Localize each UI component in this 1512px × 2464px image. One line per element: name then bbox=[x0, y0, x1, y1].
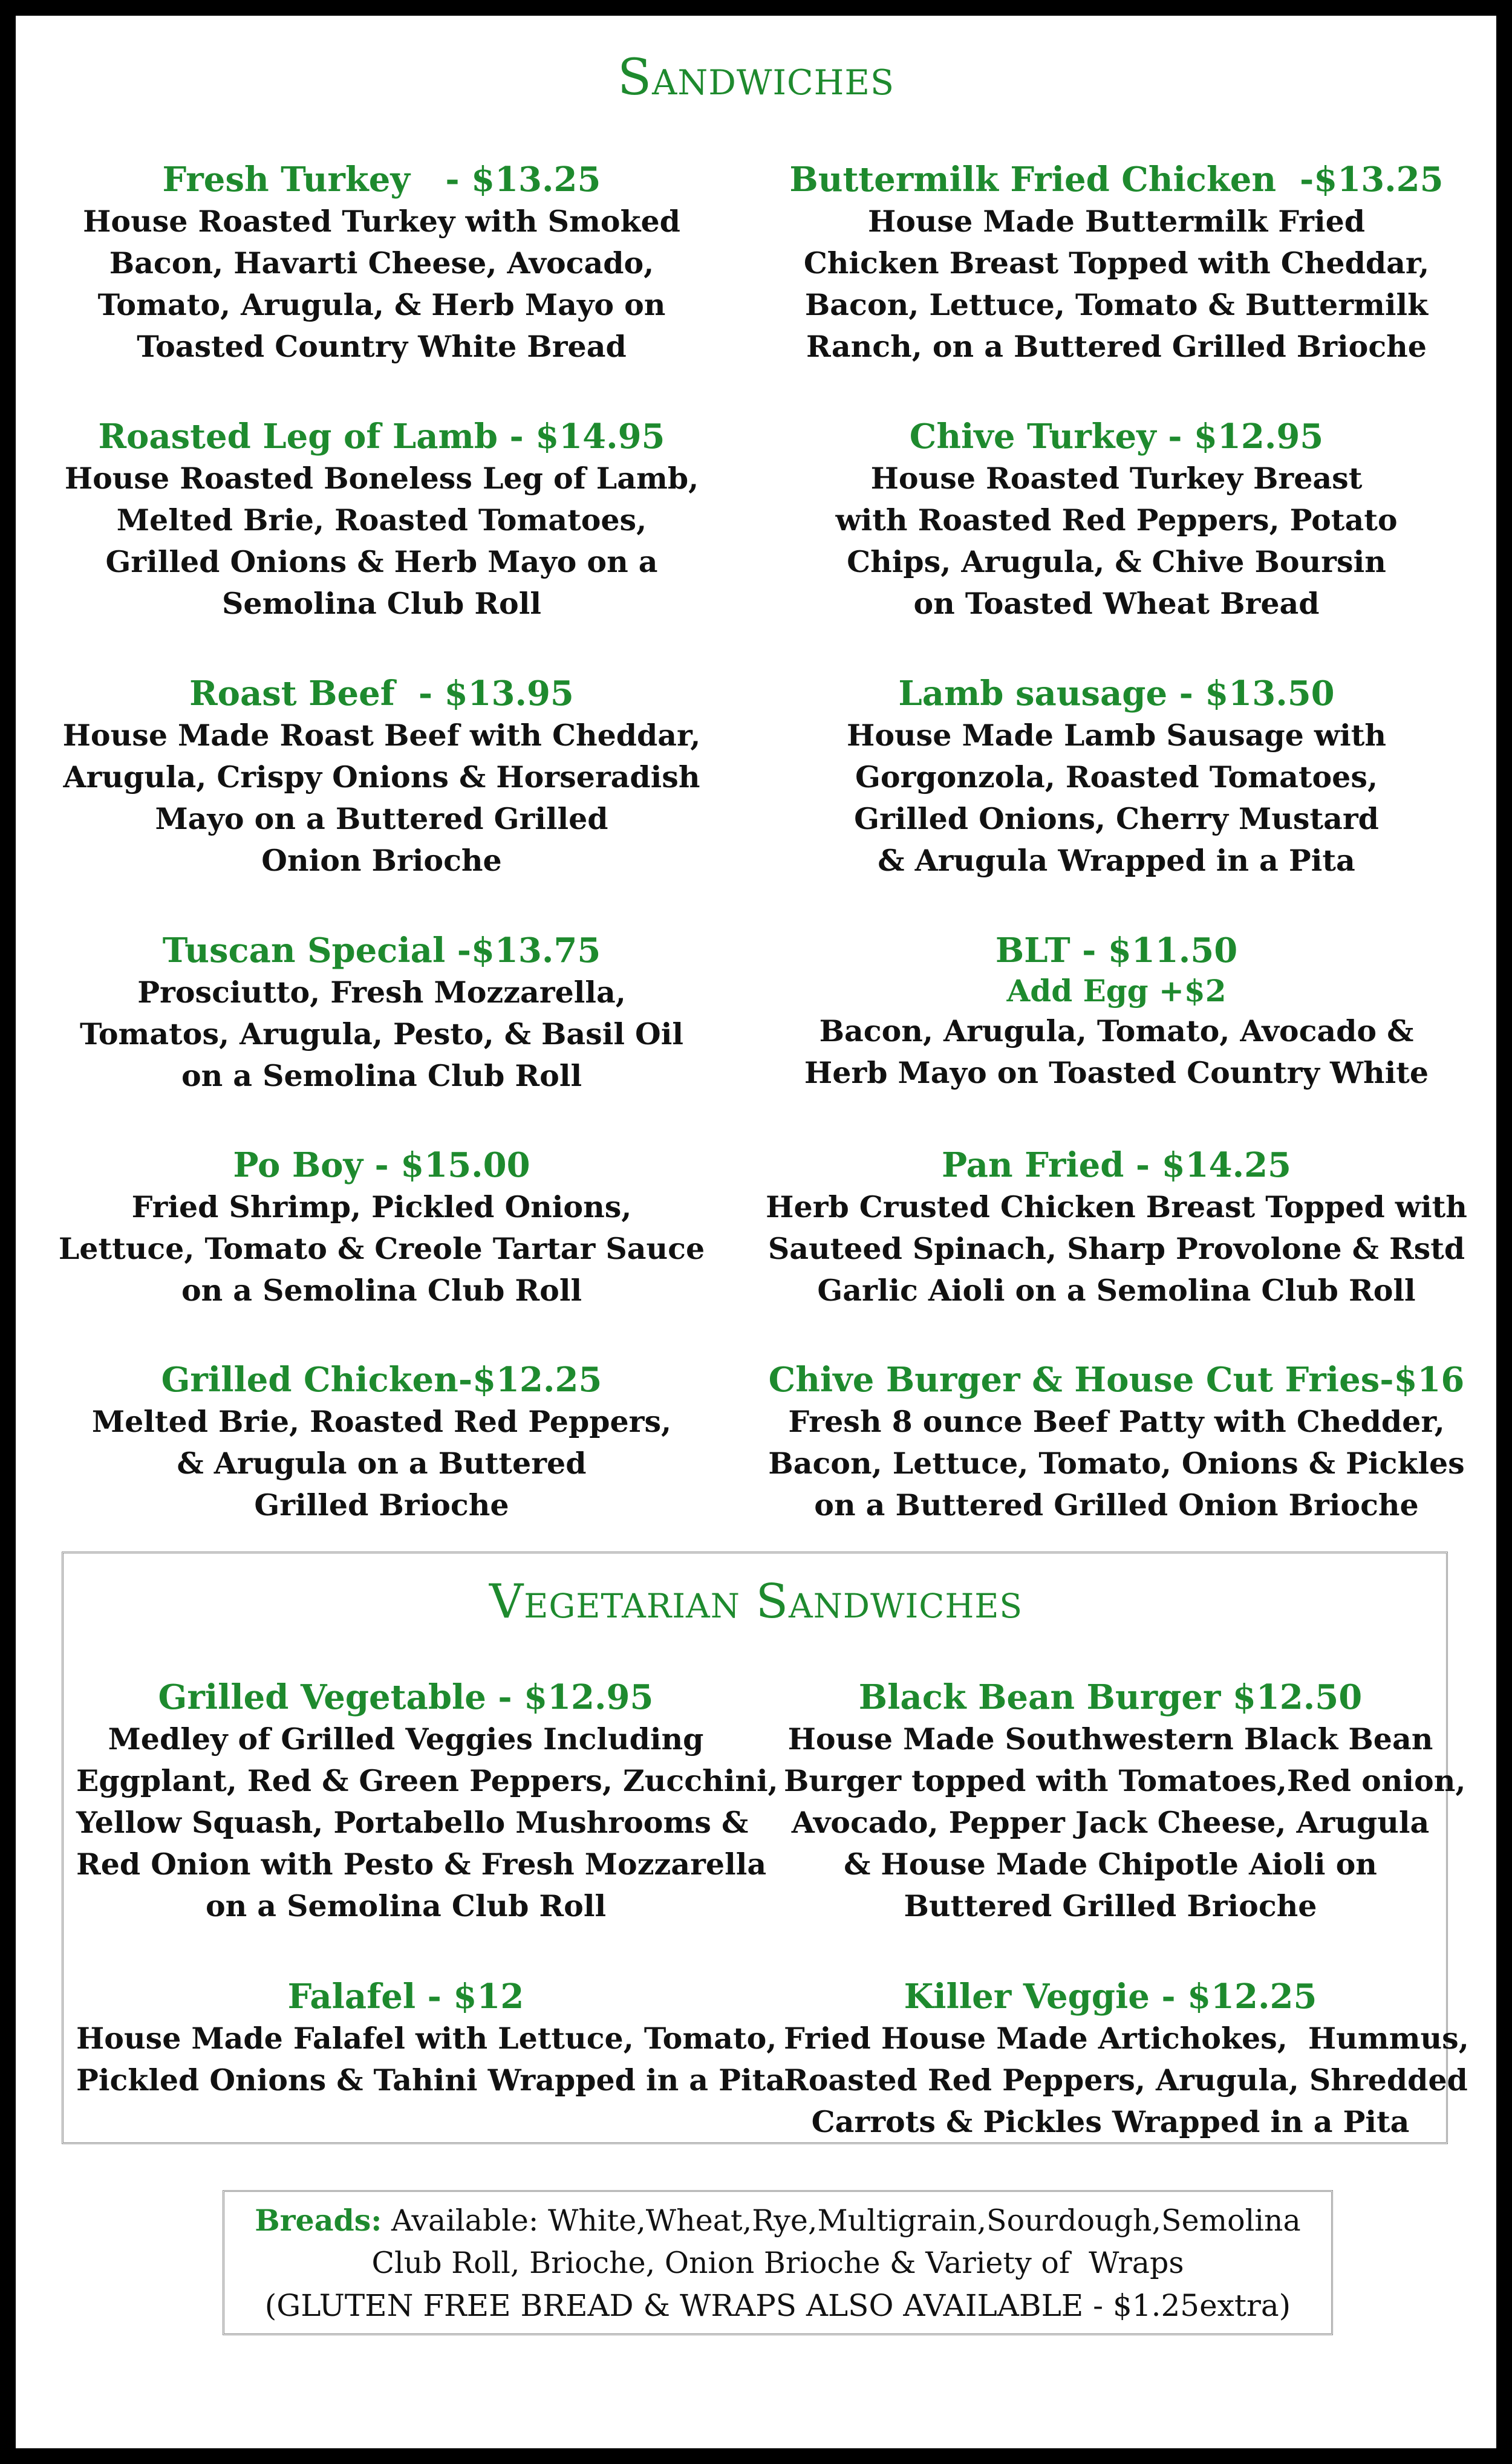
item-description: & Arugula Wrapped in a Pita bbox=[878, 843, 1355, 878]
item-description: Roasted Red Peppers, Arugula, Shredded bbox=[784, 2063, 1468, 2098]
item-description: Burger topped with Tomatoes,Red onion, bbox=[784, 1763, 1466, 1798]
menu-item bbox=[760, 1359, 1473, 1526]
item-description: Prosciutto, Fresh Mozzarella, bbox=[137, 975, 626, 1010]
item-description: House Roasted Boneless Leg of Lamb, bbox=[64, 461, 699, 496]
item-description: Fresh 8 ounce Beef Patty with Chedder, bbox=[788, 1404, 1445, 1439]
item-name: Tuscan Special -$13.75 bbox=[162, 931, 601, 970]
item-name: Grilled Vegetable - $12.95 bbox=[158, 1677, 654, 1717]
item-name: Killer Veggie - $12.25 bbox=[904, 1977, 1317, 2017]
menu-item bbox=[52, 1359, 711, 1526]
menu-item bbox=[784, 1975, 1469, 2143]
breads-label: Breads: bbox=[255, 2203, 382, 2238]
breads-line-2: Club Roll, Brioche, Onion Brioche & Variety of Wraps bbox=[371, 2246, 1184, 2280]
item-name: Buttermilk Fried Chicken -$13.25 bbox=[789, 160, 1444, 200]
item-description: Bacon, Havarti Cheese, Avocado, bbox=[109, 245, 654, 281]
item-description: Herb Crusted Chicken Breast Topped with bbox=[766, 1189, 1467, 1224]
vegetarian-title: Vegetarian Sandwiches bbox=[489, 1575, 1023, 1629]
item-name: Fresh Turkey - $13.25 bbox=[162, 160, 601, 200]
item-description: Chicken Breast Topped with Cheddar, bbox=[803, 245, 1430, 281]
item-description: Carrots & Pickles Wrapped in a Pita bbox=[811, 2104, 1410, 2139]
menu-item bbox=[52, 929, 711, 1097]
item-description: Sauteed Spinach, Sharp Provolone & Rstd bbox=[767, 1231, 1465, 1266]
item-description: House Roasted Turkey Breast bbox=[870, 461, 1363, 496]
item-description: Yellow Squash, Portabello Mushrooms & bbox=[76, 1805, 749, 1840]
item-description: Fried House Made Artichokes, Hummus, bbox=[784, 2021, 1469, 2056]
item-description: Tomatos, Arugula, Pesto, & Basil Oil bbox=[80, 1016, 683, 1052]
item-name: Lamb sausage - $13.50 bbox=[898, 674, 1335, 714]
menu-item bbox=[52, 158, 711, 368]
item-name: Grilled Chicken-$12.25 bbox=[161, 1360, 602, 1400]
item-description: Bacon, Arugula, Tomato, Avocado & bbox=[819, 1013, 1414, 1048]
item-description: House Made Roast Beef with Cheddar, bbox=[62, 718, 701, 753]
item-description: Lettuce, Tomato & Creole Tartar Sauce bbox=[58, 1231, 705, 1266]
item-name: Chive Burger & House Cut Fries-$16 bbox=[768, 1360, 1465, 1400]
item-name: Roast Beef - $13.95 bbox=[189, 674, 574, 714]
item-description: Gorgonzola, Roasted Tomatoes, bbox=[855, 759, 1378, 795]
gluten-free-note: (GLUTEN FREE BREAD & WRAPS ALSO AVAILABLE - $1.25extra) bbox=[264, 2288, 1291, 2323]
item-description: House Made Buttermilk Fried bbox=[867, 204, 1366, 239]
item-description: Fried Shrimp, Pickled Onions, bbox=[131, 1189, 632, 1224]
item-name: Falafel - $12 bbox=[287, 1977, 524, 2017]
menu-page bbox=[16, 16, 1496, 2448]
item-description: Ranch, on a Buttered Grilled Brioche bbox=[806, 329, 1427, 364]
item-description: Onion Brioche bbox=[261, 843, 502, 878]
menu-item bbox=[760, 929, 1473, 1094]
menu-item bbox=[760, 158, 1473, 368]
item-description: House Made Lamb Sausage with bbox=[847, 718, 1386, 753]
item-description: Red Onion with Pesto & Fresh Mozzarella bbox=[76, 1847, 767, 1882]
sandwiches-title: Sandwiches bbox=[618, 49, 894, 106]
item-description: Buttered Grilled Brioche bbox=[904, 1888, 1317, 1923]
item-description: Melted Brie, Roasted Tomatoes, bbox=[116, 502, 647, 538]
item-description: on a Semolina Club Roll bbox=[205, 1888, 607, 1923]
item-description: Chips, Arugula, & Chive Boursin bbox=[847, 544, 1386, 579]
item-description: Medley of Grilled Veggies Including bbox=[108, 1721, 704, 1757]
breads-available-text: Available: White,Wheat,Rye,Multigrain,Sourdough,Semolina bbox=[382, 2203, 1301, 2238]
item-description: on a Semolina Club Roll bbox=[181, 1058, 582, 1093]
item-description: Garlic Aioli on a Semolina Club Roll bbox=[817, 1273, 1416, 1308]
item-description: Mayo on a Buttered Grilled bbox=[155, 801, 608, 836]
menu-item bbox=[76, 1676, 778, 1927]
item-description: Bacon, Lettuce, Tomato & Buttermilk bbox=[804, 287, 1429, 322]
item-description: House Made Falafel with Lettuce, Tomato, bbox=[76, 2021, 777, 2056]
item-description: with Roasted Red Peppers, Potato bbox=[835, 502, 1398, 538]
item-name: Po Boy - $15.00 bbox=[233, 1145, 530, 1185]
item-description: Melted Brie, Roasted Red Peppers, bbox=[91, 1404, 672, 1439]
breads-note bbox=[223, 2190, 1333, 2335]
menu-item bbox=[784, 1676, 1466, 1927]
item-description: & Arugula on a Buttered bbox=[177, 1446, 587, 1481]
menu-item bbox=[52, 1144, 711, 1312]
item-description: Herb Mayo on Toasted Country White bbox=[804, 1055, 1429, 1090]
item-name: Black Bean Burger $12.50 bbox=[858, 1677, 1363, 1717]
item-description: House Made Southwestern Black Bean bbox=[787, 1721, 1433, 1757]
item-description: Arugula, Crispy Onions & Horseradish bbox=[63, 759, 700, 795]
item-description: Grilled Onions & Herb Mayo on a bbox=[105, 544, 658, 579]
item-description: on Toasted Wheat Bread bbox=[913, 586, 1320, 621]
item-description: on a Buttered Grilled Onion Brioche bbox=[814, 1487, 1419, 1523]
menu-item bbox=[76, 1975, 785, 2101]
item-description: House Roasted Turkey with Smoked bbox=[83, 204, 680, 239]
item-description: Pickled Onions & Tahini Wrapped in a Pita bbox=[76, 2063, 785, 2098]
item-description: Tomato, Arugula, & Herb Mayo on bbox=[97, 287, 666, 322]
item-name: Pan Fried - $14.25 bbox=[942, 1145, 1291, 1185]
item-description: Toasted Country White Bread bbox=[137, 329, 627, 364]
item-addon: Add Egg +$2 bbox=[1006, 973, 1227, 1009]
menu-item bbox=[52, 415, 711, 625]
item-name: Chive Turkey - $12.95 bbox=[909, 417, 1324, 457]
item-description: Semolina Club Roll bbox=[222, 586, 541, 621]
menu-item bbox=[760, 672, 1473, 882]
item-description: Avocado, Pepper Jack Cheese, Arugula bbox=[791, 1805, 1430, 1840]
menu-item bbox=[760, 415, 1473, 625]
item-description: Grilled Brioche bbox=[254, 1487, 509, 1523]
menu-item bbox=[760, 1144, 1473, 1312]
item-name: BLT - $11.50 bbox=[995, 931, 1238, 970]
item-description: Eggplant, Red & Green Peppers, Zucchini, bbox=[76, 1763, 778, 1798]
item-name: Roasted Leg of Lamb - $14.95 bbox=[98, 417, 665, 457]
breads-line-1 bbox=[224, 2199, 1331, 2242]
item-description: Grilled Onions, Cherry Mustard bbox=[854, 801, 1379, 836]
item-description: on a Semolina Club Roll bbox=[181, 1273, 582, 1308]
menu-item bbox=[52, 672, 711, 882]
item-description: Bacon, Lettuce, Tomato, Onions & Pickles bbox=[768, 1446, 1465, 1481]
item-description: & House Made Chipotle Aioli on bbox=[844, 1847, 1377, 1882]
